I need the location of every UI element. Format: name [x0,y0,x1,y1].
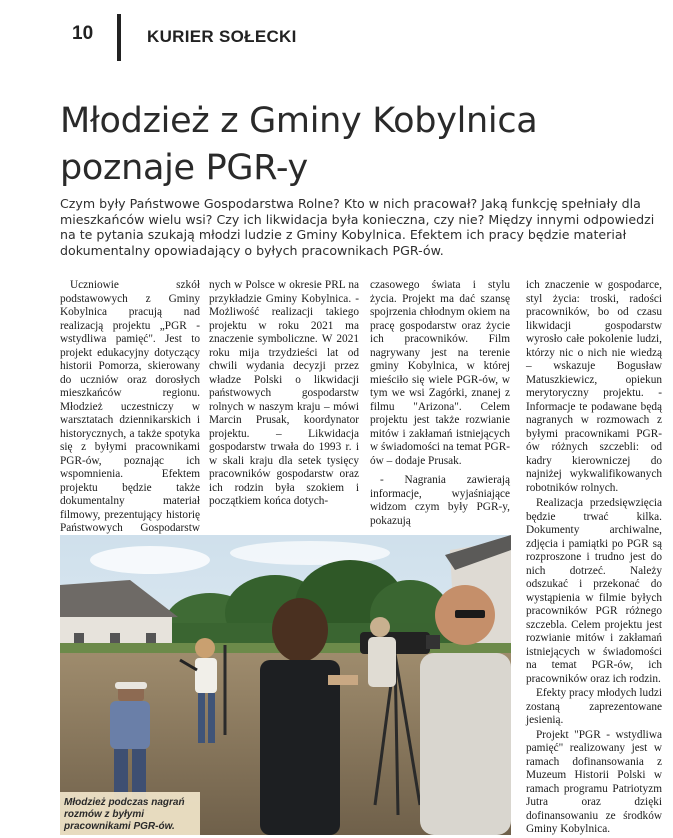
text-column-3 [370,279,510,528]
text-column-4-continued [526,497,662,838]
paragraph: - Nagrania zawierają informacje, wyjaśniające widzom czym były PGR-y, pokazują [370,474,510,527]
text-column-1 [60,279,200,549]
photo-illustration [60,535,511,835]
text-column-2 [209,279,359,509]
page-number: 10 [72,23,94,44]
paragraph: Realizacja przedsięwzięcia będzie trwać kilka. Dokumenty archiwalne, zdjęcia i pamiątki po PGR są rozproszone i trudno jest do nich dotrzeć. Należy odszukać i przekonać do wystąpienia w filmie byłych pracowników PGR różnego szczebla. Celem projektu jest rozwianie mitów i zakłamań istniejących w świadomości na temat PGR-ów, ich pracowników oraz ich rodzin. [526,497,662,685]
article-title: Młodzież z Gminy Kobylnica poznaje PGR-y [60,101,538,188]
paragraph: ich znaczenie w gospodarce, styl życia: troski, radości pracowników, bo od czasu likwidacji gospodarstw wyrosło całe pokolenie ludzi, którzy nic o nich nie wiedzą – wskazuje Bogusław Matuszkiewicz, opiekun merytoryczny projektu. - Informacje te podawane będą nagranych w rozmowach z byłymi pracownikami PGR-ów różnych szczebli: od kadry kierowniczej do najniżej wykwalifikowanych robotników rolnych. [526,279,662,494]
paragraph: Efekty pracy młodych ludzi zostaną zaprezentowane jesienią. [526,687,662,726]
page-header [0,0,673,62]
header-divider [117,14,121,61]
photo-caption: Młodzież podczas nagrań rozmów z byłymi pracownikami PGR-ów. [60,792,200,835]
text-column-4 [526,279,662,497]
article-lead: Czym były Państwowe Gospodarstwa Rolne? Kto w nich pracował? Jaką funkcję spełniały dla mieszkańców wielu wsi? Czy ich likwidacja była konieczna, czy nie? Między innymi odpowiedzi na te pytania szukają młodzi ludzie z Gminy Kobylnica. Efektem ich pracy będzie materiał dokumentalny opowiadający o byłych pracownikach PGR-ów. [60,196,655,258]
newspaper-name: KURIER SOŁECKI [147,27,297,46]
paragraph: Uczniowie szkół podstawowych z Gminy Kobylnica pracują nad realizacją projektu „PGR - wstydliwa pamięć". Jest to projekt edukacyjny dotyczący historii Pomorza, skierowany do uczniów oraz dorosłych mieszkańców regionu. Młodzież uczestniczy w warsztatach dziennikarskich i historycznych, a także spotyka się z byłymi pracownikami PGR-ów, poznając ich wspomnienia. Efektem projektu będzie także dokumentalny materiał filmowy, prezentujący historię Państwowych Gospodarstw [60,279,200,534]
paragraph: nych w Polsce w okresie PRL na przykładzie Gminy Kobylnica. - Możliwość realizacji takiego projektu w roku 2021 ma znaczenie symboliczne. W 2021 roku mija trzydzieści lat od chwili wydania decyzji przez władze Polski o likwidacji państwowych gospodarstw rolnych w naszym kraju – mówi Marcin Prusak, koordynator projektu. – Likwidacja gospodarstw trwała do 1993 r. i w skali kraju dla setek tysięcy pracowników gospodarstw oraz ich rodzin była szokiem i początkiem końca dotych- [209,279,359,507]
article-photo [60,535,511,835]
paragraph: Projekt "PGR - wstydliwa pamięć" realizowany jest w ramach dofinansowania z Muzeum Historii Polski w ramach programu Patriotyzm Jutra oraz dzięki dofinansowaniu ze środków Gminy Kobylnica. [526,728,662,835]
paragraph: czasowego świata i stylu życia. Projekt ma dać szansę spojrzenia chłodnym okiem na pracę gospodarstw oraz życie ich pracowników. Film nagrywany jest na terenie gminy Kobylnica, w której mieściło się wiele PGR-ów, w tym we wsi Zagórki, znanej z filmu "Arizona". Celem projektu jest także rozwianie mitów i zakłamań istniejących w świadomości na temat PGR-ów – dodaje Prusak. [370,279,510,467]
